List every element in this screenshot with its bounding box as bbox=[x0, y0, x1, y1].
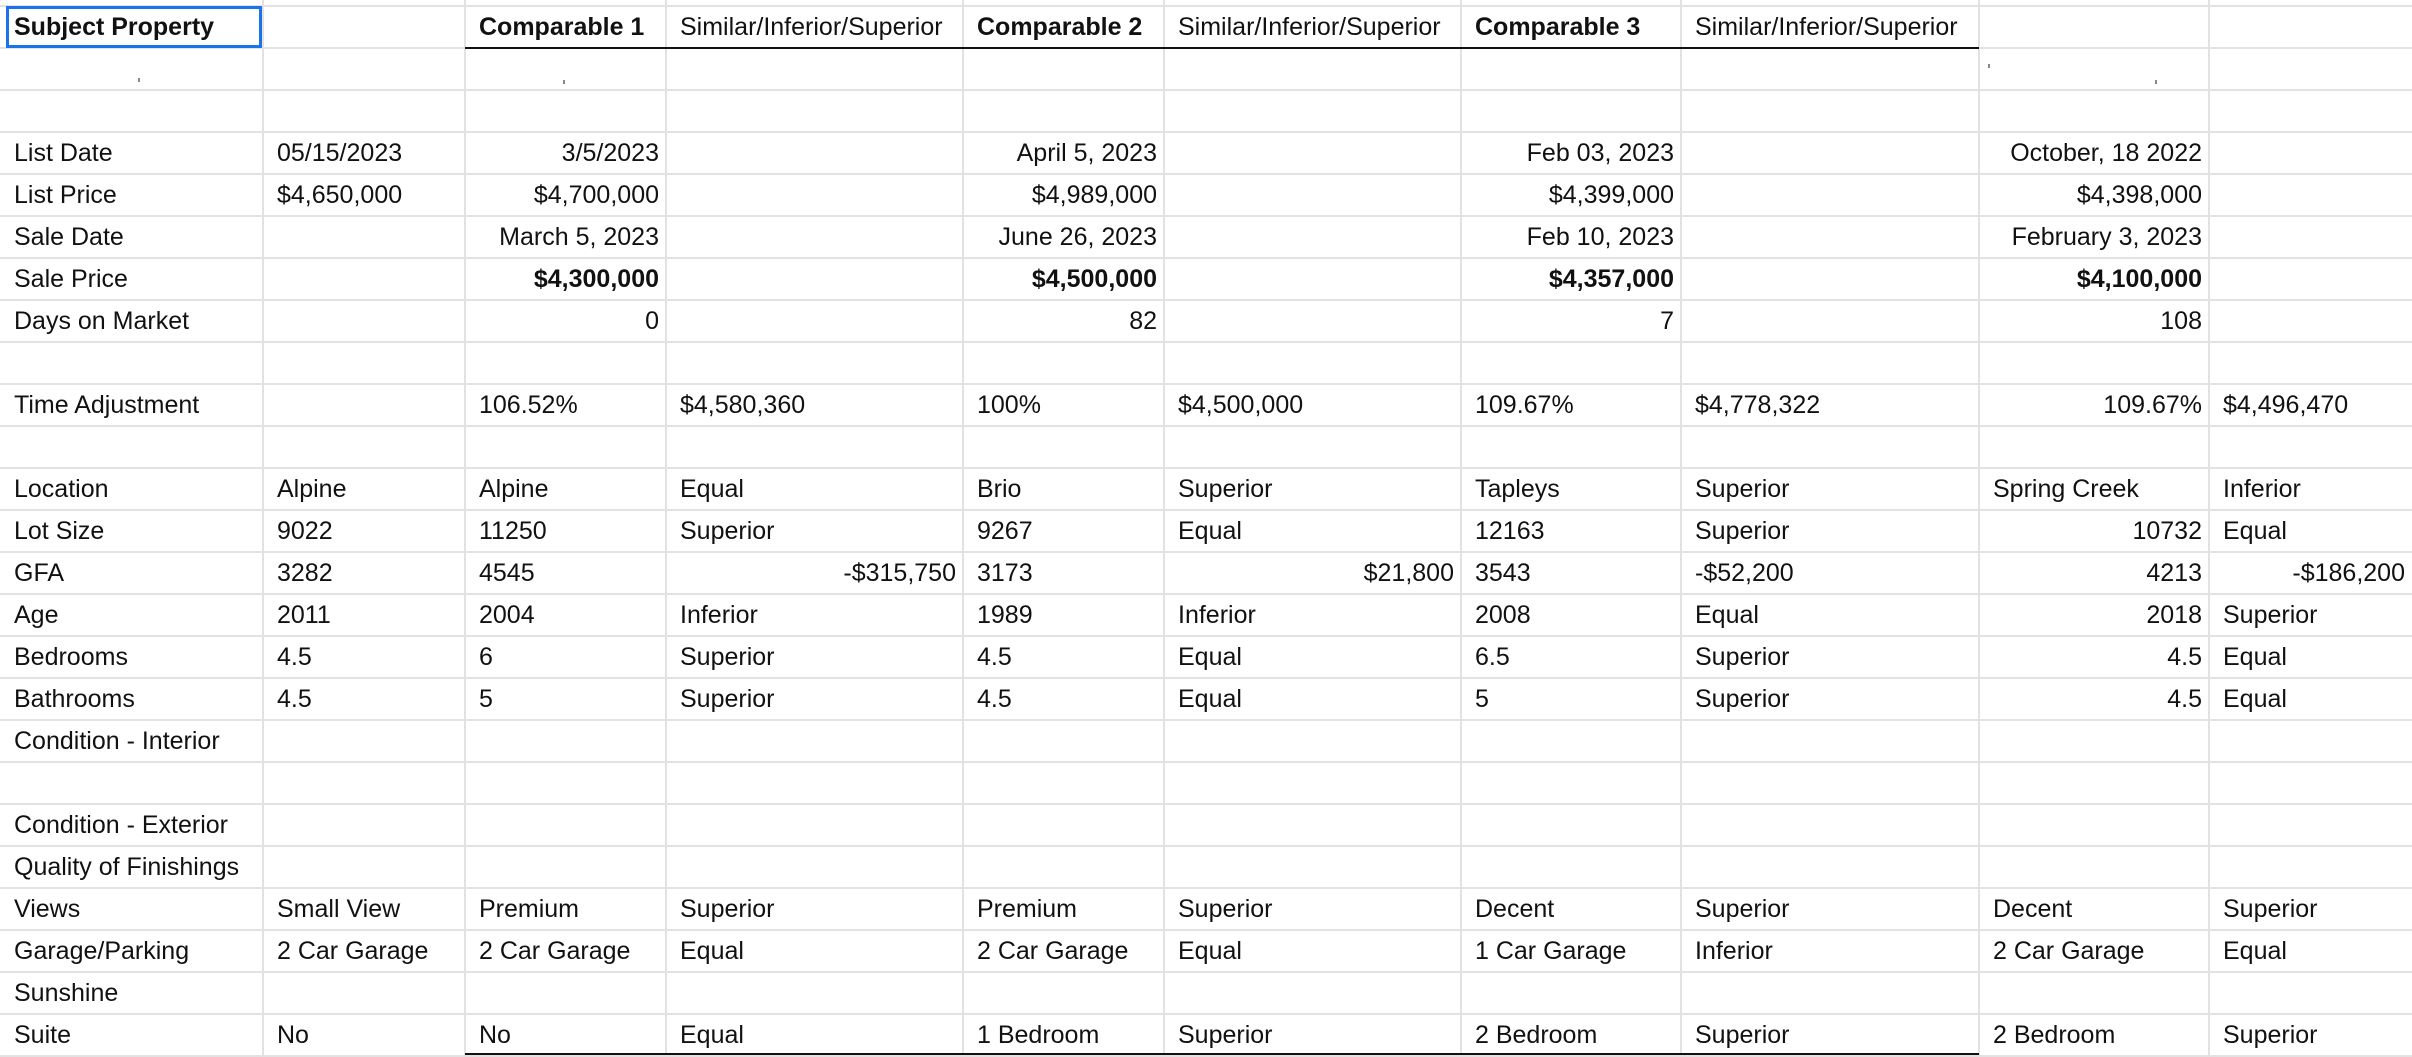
data-cell[interactable]: Small View bbox=[277, 895, 401, 923]
data-cell[interactable]: Equal bbox=[2223, 937, 2287, 965]
data-cell[interactable]: Superior bbox=[2223, 895, 2318, 923]
row-gridline bbox=[0, 803, 2412, 805]
cell-mark bbox=[2155, 80, 2157, 84]
data-cell[interactable]: Superior bbox=[1178, 895, 1273, 923]
data-cell[interactable]: Superior bbox=[680, 685, 775, 713]
row-gridline bbox=[0, 845, 2412, 847]
data-cell[interactable]: 109.67% bbox=[1475, 391, 1574, 419]
data-cell[interactable]: -$186,200 bbox=[2292, 559, 2405, 587]
data-cell[interactable]: 2 Car Garage bbox=[277, 937, 429, 965]
header-border bbox=[465, 47, 1979, 49]
data-cell[interactable]: Superior bbox=[1695, 1021, 1790, 1049]
row-label-cell[interactable]: Bathrooms bbox=[14, 685, 135, 713]
data-cell[interactable]: Spring Creek bbox=[1993, 475, 2139, 503]
data-cell[interactable]: $4,580,360 bbox=[680, 391, 806, 419]
row-label-cell[interactable]: Sunshine bbox=[14, 979, 119, 1007]
data-cell[interactable]: 9022 bbox=[277, 517, 333, 545]
row-gridline bbox=[0, 89, 2412, 91]
cell-mark bbox=[563, 80, 565, 84]
data-cell[interactable]: Alpine bbox=[479, 475, 549, 503]
data-cell[interactable]: 4.5 bbox=[277, 685, 312, 713]
data-cell[interactable]: 4.5 bbox=[977, 685, 1012, 713]
data-cell[interactable]: 2004 bbox=[479, 601, 535, 629]
header-cell[interactable]: Comparable 1 bbox=[479, 13, 645, 41]
header-cell[interactable]: Similar/Inferior/Superior bbox=[1695, 13, 1958, 41]
data-cell[interactable]: 100% bbox=[977, 391, 1041, 419]
data-cell[interactable]: Feb 10, 2023 bbox=[1526, 223, 1674, 251]
data-cell[interactable]: Equal bbox=[680, 475, 744, 503]
row-label-cell[interactable]: Days on Market bbox=[14, 307, 190, 335]
data-cell[interactable]: $4,496,470 bbox=[2223, 391, 2349, 419]
data-cell[interactable]: 12163 bbox=[1475, 517, 1545, 545]
table-bottom-border bbox=[465, 1053, 1979, 1055]
row-label-cell[interactable]: Lot Size bbox=[14, 517, 105, 545]
data-cell[interactable]: Inferior bbox=[680, 601, 758, 629]
data-cell[interactable]: 109.67% bbox=[2103, 391, 2202, 419]
row-label-cell[interactable]: Views bbox=[14, 895, 81, 923]
data-cell[interactable]: June 26, 2023 bbox=[998, 223, 1157, 251]
data-cell[interactable]: $21,800 bbox=[1363, 559, 1454, 587]
data-cell[interactable]: 2 Car Garage bbox=[479, 937, 631, 965]
data-cell[interactable]: $4,398,000 bbox=[2076, 181, 2202, 209]
header-cell[interactable]: Similar/Inferior/Superior bbox=[1178, 13, 1441, 41]
data-cell[interactable]: $4,500,000 bbox=[1178, 391, 1304, 419]
data-cell[interactable]: $4,100,000 bbox=[2076, 265, 2202, 293]
cell-mark bbox=[1988, 64, 1990, 68]
data-cell[interactable]: Superior bbox=[680, 517, 775, 545]
data-cell[interactable]: Equal bbox=[680, 1021, 744, 1049]
data-cell[interactable]: April 5, 2023 bbox=[1016, 139, 1157, 167]
data-cell[interactable]: 108 bbox=[2160, 307, 2202, 335]
data-cell[interactable]: Superior bbox=[2223, 1021, 2318, 1049]
row-label-cell[interactable]: GFA bbox=[14, 559, 65, 587]
data-cell[interactable]: 6.5 bbox=[1475, 643, 1510, 671]
data-cell[interactable]: October, 18 2022 bbox=[2010, 139, 2202, 167]
data-cell[interactable]: Superior bbox=[1695, 685, 1790, 713]
row-label-cell[interactable]: Sale Price bbox=[14, 265, 128, 293]
data-cell[interactable]: Superior bbox=[1695, 517, 1790, 545]
data-cell[interactable]: Superior bbox=[2223, 601, 2318, 629]
row-label-cell[interactable]: Garage/Parking bbox=[14, 937, 190, 965]
data-cell[interactable]: March 5, 2023 bbox=[499, 223, 659, 251]
data-cell[interactable]: -$315,750 bbox=[843, 559, 956, 587]
data-cell[interactable]: 4213 bbox=[2146, 559, 2202, 587]
data-cell[interactable]: Superior bbox=[1695, 475, 1790, 503]
data-cell[interactable]: Alpine bbox=[277, 475, 347, 503]
data-cell[interactable]: 4.5 bbox=[977, 643, 1012, 671]
data-cell[interactable]: 7 bbox=[1660, 307, 1674, 335]
data-cell[interactable]: 3173 bbox=[977, 559, 1033, 587]
data-cell[interactable]: 10732 bbox=[2132, 517, 2202, 545]
data-cell[interactable]: Equal bbox=[1695, 601, 1759, 629]
data-cell[interactable]: Equal bbox=[1178, 517, 1242, 545]
data-cell[interactable]: Superior bbox=[1178, 475, 1273, 503]
data-cell[interactable]: $4,399,000 bbox=[1548, 181, 1674, 209]
data-cell[interactable]: Equal bbox=[1178, 643, 1242, 671]
row-label-cell[interactable]: Condition - Interior bbox=[14, 727, 220, 755]
data-cell[interactable]: 4.5 bbox=[2167, 685, 2202, 713]
data-cell[interactable]: 3282 bbox=[277, 559, 333, 587]
data-cell[interactable]: $4,357,000 bbox=[1548, 265, 1674, 293]
data-cell[interactable]: 3/5/2023 bbox=[561, 139, 659, 167]
data-cell[interactable]: 1989 bbox=[977, 601, 1033, 629]
row-gridline bbox=[0, 761, 2412, 763]
data-cell[interactable]: No bbox=[479, 1021, 511, 1049]
row-label-cell[interactable]: Quality of Finishings bbox=[14, 853, 240, 881]
row-label-cell[interactable]: Bedrooms bbox=[14, 643, 128, 671]
data-cell[interactable]: 2011 bbox=[277, 601, 331, 629]
data-cell[interactable]: Equal bbox=[2223, 643, 2287, 671]
data-cell[interactable]: 0 bbox=[645, 307, 659, 335]
row-label-cell[interactable]: Condition - Exterior bbox=[14, 811, 228, 839]
data-cell[interactable]: Superior bbox=[680, 895, 775, 923]
data-cell[interactable]: Equal bbox=[1178, 937, 1242, 965]
data-cell[interactable]: Inferior bbox=[1178, 601, 1256, 629]
data-cell[interactable]: 2018 bbox=[2146, 601, 2202, 629]
data-cell[interactable]: $4,700,000 bbox=[533, 181, 659, 209]
data-cell[interactable]: 2008 bbox=[1475, 601, 1531, 629]
data-cell[interactable]: 2 Bedroom bbox=[1993, 1021, 2116, 1049]
data-cell[interactable]: $4,300,000 bbox=[533, 265, 659, 293]
data-cell[interactable]: Superior bbox=[1695, 895, 1790, 923]
row-label-cell[interactable]: Age bbox=[14, 601, 59, 629]
data-cell[interactable]: 5 bbox=[1475, 685, 1489, 713]
data-cell[interactable]: February 3, 2023 bbox=[2011, 223, 2202, 251]
data-cell[interactable]: Equal bbox=[2223, 517, 2287, 545]
data-cell[interactable]: 4.5 bbox=[2167, 643, 2202, 671]
row-label-cell[interactable]: Suite bbox=[14, 1021, 71, 1049]
data-cell[interactable]: 1 Bedroom bbox=[977, 1021, 1100, 1049]
header-cell[interactable]: Subject Property bbox=[14, 13, 215, 41]
row-label-cell[interactable]: List Price bbox=[14, 181, 117, 209]
data-cell[interactable]: Premium bbox=[479, 895, 580, 923]
row-label-cell[interactable]: Time Adjustment bbox=[14, 391, 200, 419]
data-cell[interactable]: 1 Car Garage bbox=[1475, 937, 1627, 965]
data-cell[interactable]: Equal bbox=[680, 937, 744, 965]
header-cell[interactable]: Similar/Inferior/Superior bbox=[680, 13, 943, 41]
data-cell[interactable]: 6 bbox=[479, 643, 493, 671]
data-cell[interactable]: 4545 bbox=[479, 559, 535, 587]
data-cell[interactable]: Tapleys bbox=[1475, 475, 1560, 503]
data-cell[interactable]: 9267 bbox=[977, 517, 1033, 545]
data-cell[interactable]: 5 bbox=[479, 685, 493, 713]
header-cell[interactable]: Comparable 2 bbox=[977, 13, 1143, 41]
data-cell[interactable]: Premium bbox=[977, 895, 1078, 923]
data-cell[interactable]: $4,650,000 bbox=[277, 181, 403, 209]
data-cell[interactable]: 4.5 bbox=[277, 643, 312, 671]
data-cell[interactable]: $4,500,000 bbox=[1031, 265, 1157, 293]
data-cell[interactable]: -$52,200 bbox=[1695, 559, 1794, 587]
data-cell[interactable]: Superior bbox=[1178, 1021, 1273, 1049]
data-cell[interactable]: 05/15/2023 bbox=[277, 139, 403, 167]
data-cell[interactable]: Decent bbox=[1475, 895, 1555, 923]
data-cell[interactable]: 2 Car Garage bbox=[977, 937, 1129, 965]
data-cell[interactable]: Inferior bbox=[2223, 475, 2301, 503]
data-cell[interactable]: Brio bbox=[977, 475, 1022, 503]
data-cell[interactable]: $4,778,322 bbox=[1695, 391, 1821, 419]
data-cell[interactable]: 2 Car Garage bbox=[1993, 937, 2145, 965]
data-cell[interactable]: Superior bbox=[680, 643, 775, 671]
data-cell[interactable]: 2 Bedroom bbox=[1475, 1021, 1598, 1049]
data-cell[interactable]: Equal bbox=[2223, 685, 2287, 713]
row-label-cell[interactable]: Location bbox=[14, 475, 109, 503]
header-cell[interactable]: Comparable 3 bbox=[1475, 13, 1641, 41]
data-cell[interactable]: Decent bbox=[1993, 895, 2073, 923]
data-cell[interactable]: 106.52% bbox=[479, 391, 578, 419]
row-label-cell[interactable]: Sale Date bbox=[14, 223, 124, 251]
data-cell[interactable]: 11250 bbox=[479, 517, 547, 545]
data-cell[interactable]: 3543 bbox=[1475, 559, 1531, 587]
data-cell[interactable]: Equal bbox=[1178, 685, 1242, 713]
data-cell[interactable]: Inferior bbox=[1695, 937, 1773, 965]
row-label-cell[interactable]: List Date bbox=[14, 139, 113, 167]
data-cell[interactable]: 82 bbox=[1129, 307, 1157, 335]
data-cell[interactable]: $4,989,000 bbox=[1031, 181, 1157, 209]
data-cell[interactable]: Superior bbox=[1695, 643, 1790, 671]
cell-mark bbox=[138, 78, 140, 82]
data-cell[interactable]: Feb 03, 2023 bbox=[1526, 139, 1674, 167]
data-cell[interactable]: No bbox=[277, 1021, 309, 1049]
